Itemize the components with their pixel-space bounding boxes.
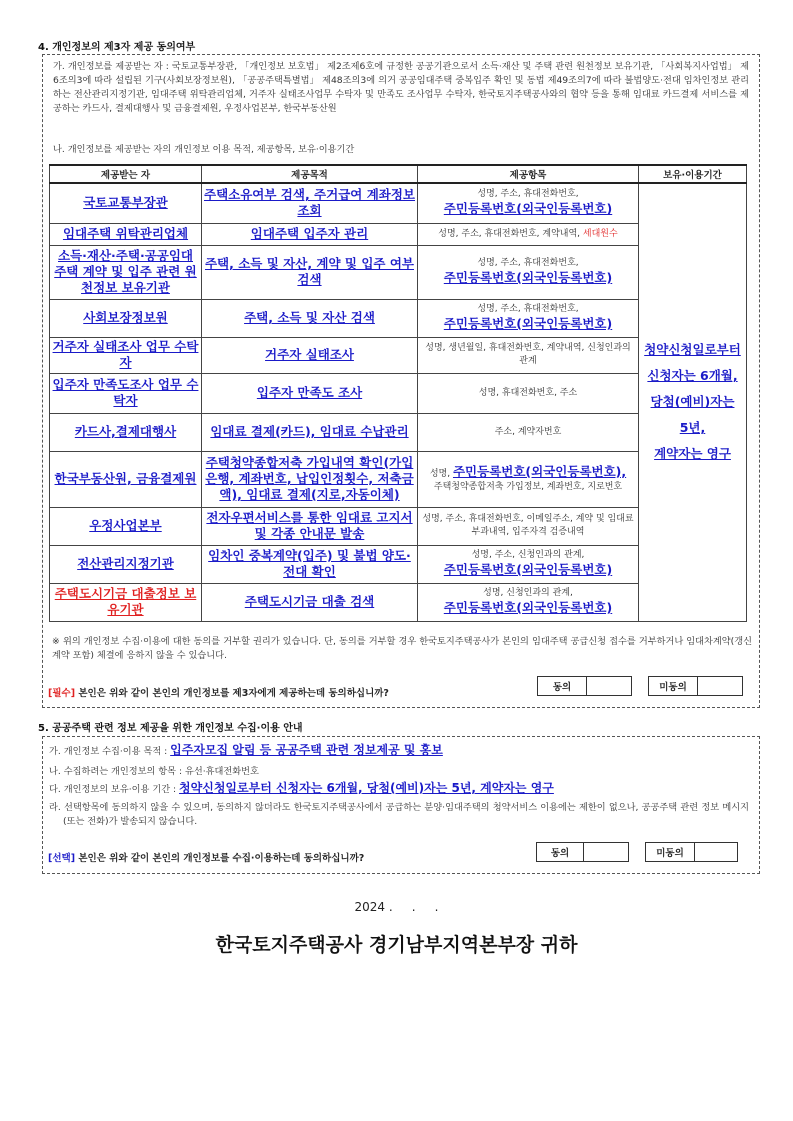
items-cell <box>418 507 639 545</box>
section4-consent-question <box>48 685 389 699</box>
items-highlight: 주민등록번호(외국인등록번호) <box>443 201 613 217</box>
section5-title: 5. 공공주택 관련 정보 제공을 위한 개인정보 수집·이용 안내 <box>38 723 303 734</box>
header-items: 제공항목 <box>418 165 639 183</box>
section4-agree-label: 동의 <box>538 677 587 695</box>
items-highlight: 주민등록번호(외국인등록번호) <box>443 316 613 331</box>
items-cell <box>418 583 639 621</box>
section5-da <box>49 781 749 797</box>
section5-ga <box>49 743 749 759</box>
table-row <box>50 183 747 223</box>
purpose-cell: 임대료 결제(카드), 임대료 수납관리 <box>202 413 418 451</box>
items-highlight: 주민등록번호(외국인등록번호) <box>443 270 613 285</box>
items-text: 성명, 신청인과의 관계, <box>483 588 573 598</box>
items-highlight: 주민등록번호(외국인등록번호) <box>443 600 613 615</box>
items-highlight: 주민등록번호(외국인등록번호) <box>443 562 613 577</box>
section4-agree-checkbox[interactable] <box>587 677 631 695</box>
optional-tag: [선택] <box>48 853 76 864</box>
purpose-cell: 임대주택 입주자 관리 <box>202 223 418 245</box>
purpose-cell: 임차인 중복계약(입주) 및 불법 양도·전대 확인 <box>202 545 418 583</box>
section5-consent-question <box>48 850 364 864</box>
required-tag: [필수] <box>48 688 76 699</box>
section4-na: 나. 개인정보를 제공받는 자의 개인정보 이용 목적, 제공항목, 보유·이용기간 <box>53 144 355 155</box>
section5-ra: 라. 선택항목에 동의하지 않을 수 있으며, 동의하지 않더라도 한국토지주택공사에서 공급하는 분양·임대주택의 청약서비스 이용에는 제한이 없으나, 공공주택 관련 정보 메시지(또는 전화)가 발송되지 않습니다. <box>49 802 749 827</box>
recipient-cell: 거주자 실태조사 업무 수탁자 <box>50 337 202 373</box>
section5-disagree-label: 미동의 <box>646 843 695 861</box>
table-header-row <box>50 165 747 183</box>
section5-agree-checkbox[interactable] <box>584 843 628 861</box>
items-cell <box>418 545 639 583</box>
items-red-text: 세대원수 <box>582 228 618 239</box>
items-cell <box>418 337 639 373</box>
recipient-cell: 한국부동산원, 금융결제원 <box>50 451 202 507</box>
section4-notice: ※ 위의 개인정보 수집·이용에 대한 동의를 거부할 권리가 있습니다. 단, 동의를 거부할 경우 한국토지주택공사가 본인의 임대주택 공급신청 접수를 거부하거나 임대차계약(갱신계약 포함) 체결에 응하지 않을 수 있습니다. <box>52 636 752 661</box>
retention-line: 신청자는 6개월, <box>647 368 738 384</box>
date-line: 2024 . . . <box>354 900 439 914</box>
section4-consent-text: 본인은 위와 같이 본인의 개인정보를 제3자에게 제공하는데 동의하십니까? <box>78 688 389 699</box>
items-prefix: 성명, <box>429 469 453 479</box>
purpose-cell: 거주자 실태조사 <box>202 337 418 373</box>
section4-ga-text: 가. 개인정보를 제공받는 자 : 국토교통부장관, 「개인정보 보호법」 제2조제6호에 규정한 공공기관으로서 소득·재산 및 주택 관련 원천정보 보유기관, 「사회복지사업법」 제6조의3에 따라 설립된 기구(사회보장정보원), 「공공주택특별법」 제48조의3에 의거 공공임대주택 중복입주 확인 및 동법 제49조의7에 따라 불법양도·전대 임차인정보 관리하는 전산관리지정기관, 임대주택 위탁관리업체, 거주자 실태조사업무 수탁자 및 만족도 조사업무 수탁자, 한국토지주택공사와의 협약 등을 통해 임대료 카드결제 서비스를 제공하는 카드사, 결제대행사 및 금융결제원, 우정사업본부, 한국부동산원 <box>53 61 749 114</box>
section5-disagree-checkbox[interactable] <box>695 843 737 861</box>
items-text: 성명, 생년월일, 휴대전화번호, 계약내역, 신청인과의 관계 <box>425 343 631 366</box>
retention-line: 5년, <box>679 420 706 436</box>
recipient-cell: 입주자 만족도조사 업무 수탁자 <box>50 373 202 413</box>
purpose-cell: 주택도시기금 대출 검색 <box>202 583 418 621</box>
retention-line: 계약자는 영구 <box>654 446 731 462</box>
recipient-cell: 카드사,결제대행사 <box>50 413 202 451</box>
recipient-cell: 임대주택 위탁관리업체 <box>50 223 202 245</box>
provision-table <box>49 164 747 622</box>
recipient-cell: 소득·재산·주택·공공임대주택 계약 및 입주 관련 원천정보 보유기관 <box>50 245 202 299</box>
items-cell <box>418 413 639 451</box>
items-text: 성명, 주소, 휴대전화번호, <box>477 304 579 314</box>
section5-disagree-box[interactable] <box>645 842 738 862</box>
items-text: 성명, 주소, 휴대전화번호, <box>477 258 579 268</box>
recipient-cell: 주택도시기금 대출정보 보유기관 <box>50 583 202 621</box>
purpose-cell: 주택, 소득 및 자산 검색 <box>202 299 418 337</box>
header-purpose: 제공목적 <box>202 165 418 183</box>
retention-cell <box>639 183 747 621</box>
header-retention: 보유·이용기간 <box>639 165 747 183</box>
items-text: 성명, 주소, 휴대전화번호, <box>477 189 579 200</box>
recipient-cell: 전산관리지정기관 <box>50 545 202 583</box>
section4-disagree-label: 미동의 <box>649 677 698 695</box>
items-cell <box>418 451 639 507</box>
section4-agree-box[interactable] <box>537 676 632 696</box>
header-recipient: 제공받는 자 <box>50 165 202 183</box>
section5-na: 나. 수집하려는 개인정보의 항목 : 유선·휴대전화번호 <box>49 766 259 777</box>
addressee: 한국토지주택공사 경기남부지역본부장 귀하 <box>215 934 578 956</box>
purpose-cell: 주택, 소득 및 자산, 계약 및 입주 여부 검색 <box>202 245 418 299</box>
recipient-cell: 우정사업본부 <box>50 507 202 545</box>
retention-line: 당첨(예비)자는 <box>650 394 735 410</box>
items-text: 주소, 계약자번호 <box>494 426 562 437</box>
items-text: 주택청약종합저축 가입정보, 계좌번호, 지로번호 <box>433 482 623 492</box>
retention-line: 청약신청일로부터 <box>644 342 741 358</box>
section5-da-value: 청약신청일로부터 신청자는 6개월, 당첨(예비)자는 5년, 계약자는 영구 <box>179 781 554 795</box>
items-cell <box>418 299 639 337</box>
purpose-cell: 전자우편서비스를 통한 임대료 고지서 및 각종 안내문 발송 <box>202 507 418 545</box>
section5-da-label: 다. 개인정보의 보유·이용 기간 : <box>49 784 180 795</box>
purpose-cell: 입주자 만족도 조사 <box>202 373 418 413</box>
items-cell <box>418 245 639 299</box>
section5-ga-value: 입주자모집 알림 등 공공주택 관련 정보제공 및 홍보 <box>170 743 443 757</box>
section4-ga <box>53 60 749 116</box>
purpose-cell: 주택소유여부 검색, 주거급여 계좌정보조회 <box>202 183 418 223</box>
items-cell <box>418 223 639 245</box>
items-highlight: 주민등록번호(외국인등록번호), <box>452 464 627 479</box>
section5-consent-text: 본인은 위와 같이 본인의 개인정보를 수집·이용하는데 동의하십니까? <box>78 853 365 864</box>
items-text: 성명, 주소, 휴대전화번호, 이메일주소, 계약 및 임대료 부과내역, 입주자격 검증내역 <box>422 514 634 537</box>
section5-agree-box[interactable] <box>536 842 629 862</box>
items-text: 성명, 휴대전화번호, 주소 <box>478 387 578 398</box>
section5-agree-label: 동의 <box>537 843 584 861</box>
section4-title: 4. 개인정보의 제3자 제공 동의여부 <box>38 42 196 53</box>
section5-ga-label: 가. 개인정보 수집·이용 목적 : <box>49 746 171 757</box>
purpose-cell: 주택청약종합저축 가입내역 확인(가입은행, 계좌번호, 납입인정횟수, 저축금액), 임대료 결제(지로,자동이체) <box>202 451 418 507</box>
section4-disagree-box[interactable] <box>648 676 743 696</box>
recipient-cell: 사회보장정보원 <box>50 299 202 337</box>
recipient-cell: 국토교통부장관 <box>50 183 202 223</box>
items-text: 성명, 주소, 휴대전화번호, 계약내역, <box>438 228 581 239</box>
items-cell <box>418 373 639 413</box>
items-text: 성명, 주소, 신청인과의 관계, <box>471 550 585 560</box>
section4-disagree-checkbox[interactable] <box>698 677 742 695</box>
items-cell <box>418 183 639 223</box>
